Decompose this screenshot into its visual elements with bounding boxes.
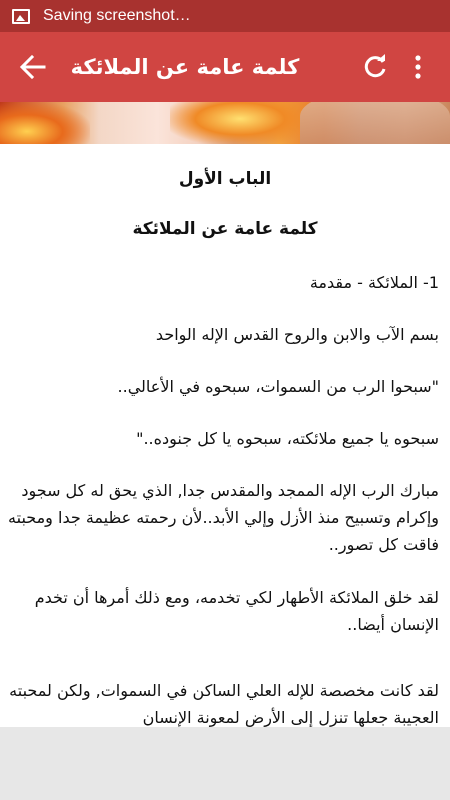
back-button[interactable]	[18, 53, 48, 81]
bottom-bar	[0, 727, 450, 800]
header-banner-image	[0, 102, 450, 144]
article-subtitle: كلمة عامة عن الملائكة	[132, 219, 318, 239]
more-vert-icon	[406, 52, 430, 82]
overflow-menu-button[interactable]	[406, 52, 430, 82]
article-content[interactable]	[0, 144, 450, 727]
paragraph: سبحوه يا جميع ملائكته، سبحوه يا كل جنوده.."	[136, 429, 439, 448]
page-title: كلمة عامة عن الملائكة	[70, 55, 300, 79]
paragraph: مبارك الرب الإله الممجد والمقدس جدا, الذي يحق له كل سجود وإكرام وتسبيح منذ الأزل وإلي الأبد..لأن رحمته عظيمة جدا ومحبته فاقت كل تصور..	[8, 481, 439, 554]
paragraph: بسم الآب والابن والروح القدس الإله الواحد	[155, 325, 439, 344]
status-bar	[0, 0, 450, 32]
paragraph: "سبحوا الرب من السموات، سبحوه في الأعالي..	[117, 377, 439, 396]
refresh-button[interactable]	[360, 52, 390, 82]
chapter-heading: الباب الأول	[178, 169, 272, 189]
arrow-back-icon	[18, 53, 48, 81]
paragraph: لقد خلق الملائكة الأطهار لكي تخدمه، ومع ذلك أمرها أن تخدم الإنسان أيضا..	[34, 588, 439, 634]
paragraph: 1- الملائكة - مقدمة	[309, 273, 439, 292]
refresh-icon	[360, 52, 390, 82]
app-toolbar	[0, 32, 450, 102]
image-icon	[12, 9, 30, 24]
paragraph: لقد كانت مخصصة للإله العلي الساكن في السموات, ولكن لمحبته العجيبة جعلها تنزل إلى الأرض لمعونة الإنسان	[9, 681, 439, 727]
status-text: Saving screenshot…	[43, 7, 191, 24]
